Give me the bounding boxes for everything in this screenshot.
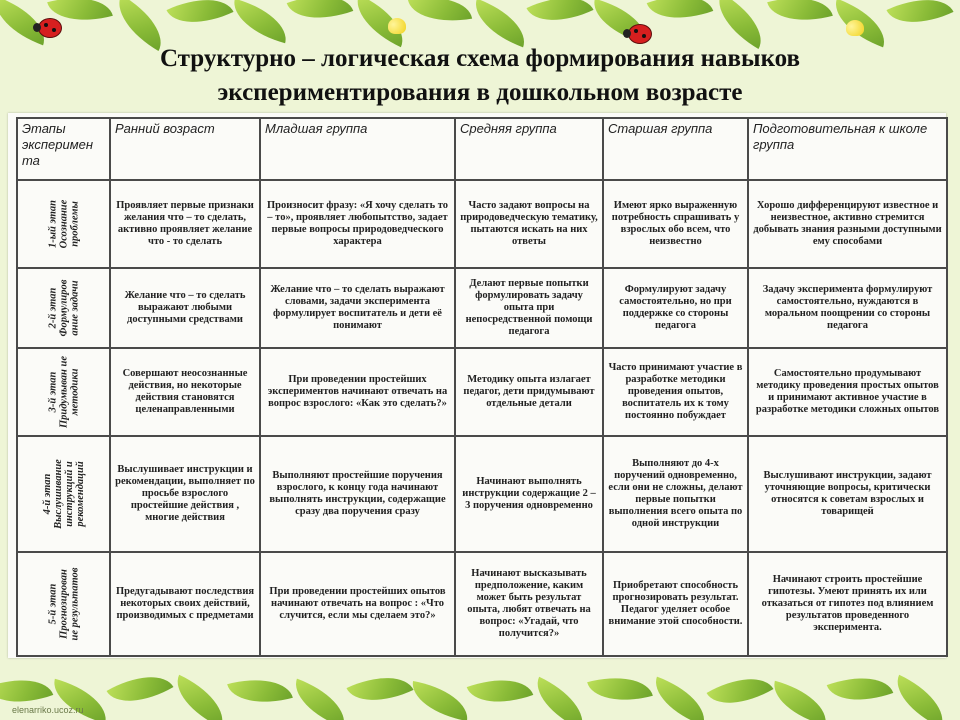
- table-cell: Предугадывают последствия некоторых своих действий, производимых с предметами: [110, 552, 260, 656]
- table-cell: Начинают выполнять инструкции содержащие 2 – 3 поручения одновременно: [455, 436, 603, 552]
- table-cell: Имеют ярко выраженную потребность спрашивать у взрослых обо всем, что неизвестно: [603, 180, 748, 268]
- page-title: [0, 42, 960, 110]
- table-cell: Делают первые попытки формулировать задачу опыта при непосредственной помощи педагога: [455, 268, 603, 348]
- table-row: [17, 348, 947, 436]
- header-stages: Этапы эксперимен та: [17, 118, 110, 180]
- table-cell: Начинают высказывать предположение, каким может быть результат опыта, любят отвечать на вопрос: «Угадай, что получится?»: [455, 552, 603, 656]
- header-junior-group: Младшая группа: [260, 118, 455, 180]
- table-cell: Желание что – то сделать выражают любыми доступными средствами: [110, 268, 260, 348]
- stage-label: 2-й этап Формулиров ание задачи: [47, 279, 80, 337]
- stage-label: 4-й этап Выслушивание инструкций и рекомендаций: [41, 459, 86, 529]
- table-cell: Начинают строить простейшие гипотезы. Умеют принять их или отказаться от гипотез под влиянием результатов проведенного эксперимента.: [748, 552, 947, 656]
- stage-cell: [17, 552, 110, 656]
- table-cell: Выслушивают инструкции, задают уточняющие вопросы, критически относятся к советам взрослых и товарищей: [748, 436, 947, 552]
- title-line-1: Структурно – логическая схема формирования навыков: [159, 45, 801, 72]
- stage-label: 3-й этап Придумыван ие методики: [47, 355, 80, 429]
- leaf-border-bottom: [0, 664, 960, 720]
- table-cell: Желание что – то сделать выражают словами, задачи эксперимента формулирует воспитатель и дети её понимают: [260, 268, 455, 348]
- table-cell: Формулируют задачу самостоятельно, но при поддержке со стороны педагога: [603, 268, 748, 348]
- table-cell: Выполняют простейшие поручения взрослого, к концу года начинают выполнять инструкции, содержащие сразу два поручения сразу: [260, 436, 455, 552]
- ladybug-icon: [628, 24, 652, 44]
- table-cell: Совершают неосознанные действия, но некоторые действия становятся целенаправленными: [110, 348, 260, 436]
- table-cell: Часто принимают участие в разработке методики проведения опытов, воспитатель их к тому постоянно побуждает: [603, 348, 748, 436]
- scheme-table: [16, 117, 948, 657]
- table-row: [17, 180, 947, 268]
- stage-label: 5-й этап Прогнозирован ие результатов: [47, 567, 80, 641]
- stage-cell: [17, 348, 110, 436]
- ladybug-icon: [38, 18, 62, 38]
- table-cell: Произносит фразу: «Я хочу сделать то – то», проявляет любопытство, задает первые вопросы природоведческого характера: [260, 180, 455, 268]
- stage-cell: [17, 180, 110, 268]
- stage-label: 1-ый этап Осознание проблемы: [47, 199, 80, 249]
- table-cell: При проведении простейших опытов начинают отвечать на вопрос : «Что случится, если мы сделаем это?»: [260, 552, 455, 656]
- table-cell: Выполняют до 4-х поручений одновременно, если они не сложны, делают первые попытки выполнения всего опыта по одной инструкции: [603, 436, 748, 552]
- table-row: [17, 436, 947, 552]
- header-middle-group: Средняя группа: [455, 118, 603, 180]
- table-cell: Методику опыта излагает педагог, дети придумывают отдельные детали: [455, 348, 603, 436]
- table-cell: Самостоятельно продумывают методику проведения простых опытов и принимают активное участие в разработке методики сложных опытов: [748, 348, 947, 436]
- table-cell: Хорошо дифференцируют известное и неизвестное, активно стремится добывать знания разными доступными ему способами: [748, 180, 947, 268]
- table-cell: Часто задают вопросы на природоведческую тематику, пытаются искать на них ответы: [455, 180, 603, 268]
- header-preparatory-group: Подготовительная к школе группа: [748, 118, 947, 180]
- table-cell: Проявляет первые признаки желания что – то сделать, активно проявляет желание что - то сделать: [110, 180, 260, 268]
- table-cell: Приобретают способность прогнозировать результат. Педагог уделяет особое внимание этой способности.: [603, 552, 748, 656]
- header-row: [17, 118, 947, 180]
- table-row: [17, 552, 947, 656]
- stage-cell: [17, 268, 110, 348]
- scheme-sheet: [8, 113, 946, 658]
- table-row: [17, 268, 947, 348]
- stage-cell: [17, 436, 110, 552]
- site-watermark: elenarriko.ucoz.ru: [12, 705, 84, 715]
- butterfly-icon: [846, 20, 864, 36]
- title-line-2: экспериментирования в дошкольном возрасте: [217, 79, 743, 106]
- header-senior-group: Старшая группа: [603, 118, 748, 180]
- table-cell: Задачу эксперимента формулируют самостоятельно, нуждаются в моральном поощрении со стороны педагога: [748, 268, 947, 348]
- table-cell: При проведении простейших экспериментов начинают отвечать на вопрос взрослого: «Как это сделать?»: [260, 348, 455, 436]
- table-cell: Выслушивает инструкции и рекомендации, выполняет по просьбе взрослого простейшие действия , многие действия: [110, 436, 260, 552]
- butterfly-icon: [388, 18, 406, 34]
- header-early-age: Ранний возраст: [110, 118, 260, 180]
